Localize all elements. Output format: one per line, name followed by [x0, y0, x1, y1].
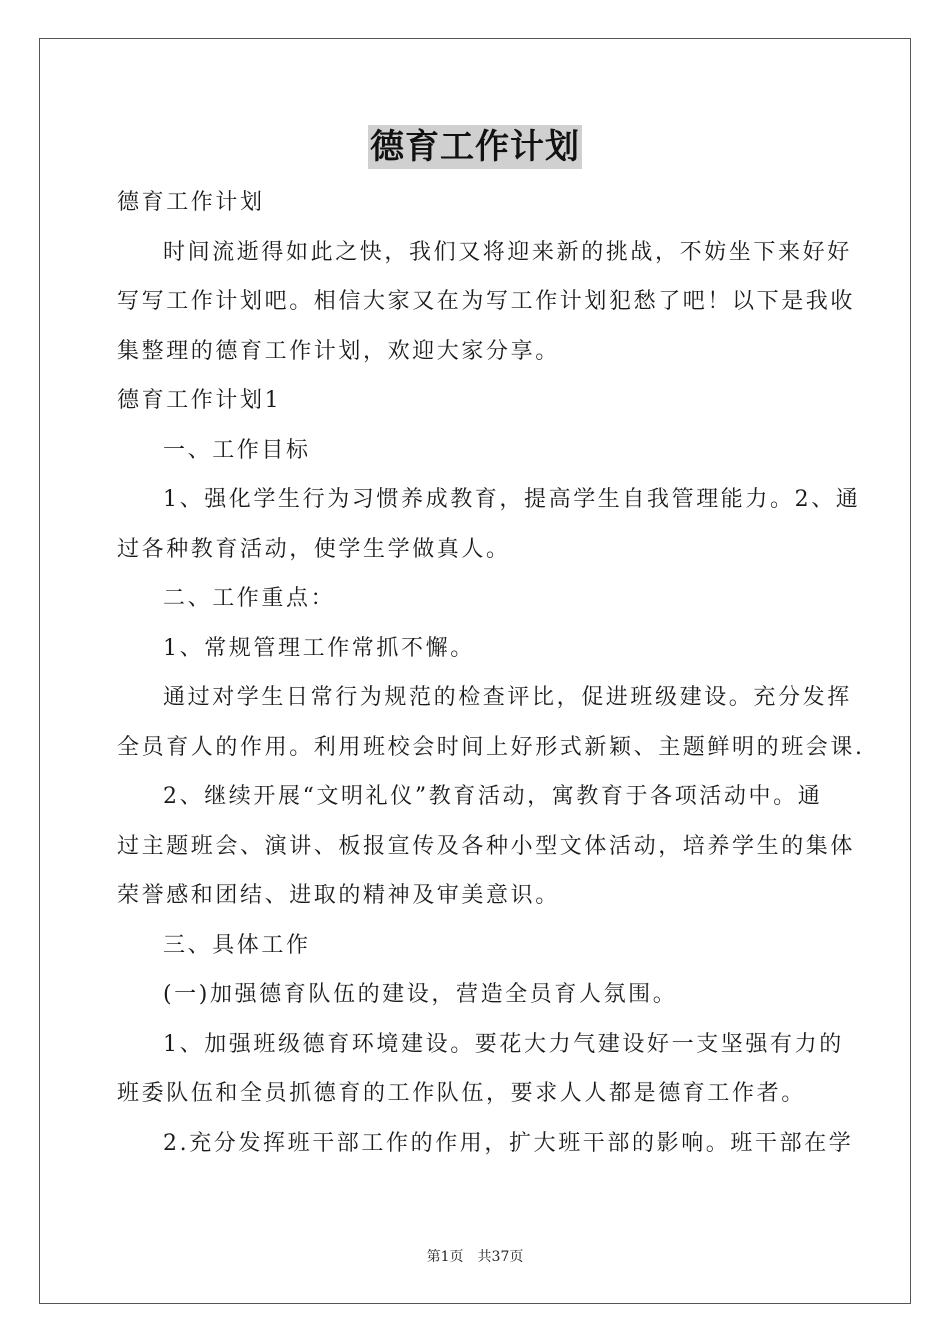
title-area [0, 125, 950, 169]
text-line: 1、加强班级德育环境建设。要花大力气建设好一支坚强有力的 [163, 1031, 844, 1057]
text-line: 集整理的德育工作计划，欢迎大家分享。 [117, 338, 560, 364]
text-line: 班委队伍和全员抓德育的工作队伍，要求人人都是德育工作者。 [117, 1081, 806, 1106]
text-line: 二、工作重点： [163, 586, 336, 611]
text-line: 德育工作计划1 [117, 388, 282, 413]
text-line: 时间流逝得如此之快，我们又将迎来新的挑战，不妨坐下来好好 [163, 239, 852, 265]
text-line: 全员育人的作用。利用班校会时间上好形式新颖、主题鲜明的班会课. [117, 734, 865, 760]
page-number: 第1页 [426, 1249, 464, 1265]
text-line: 1、强化学生行为习惯养成教育，提高学生自我管理能力。2、通 [163, 487, 861, 512]
text-line: 写写工作计划吧。相信大家又在为写工作计划犯愁了吧！以下是我收 [117, 289, 856, 314]
text-line: 一、工作目标 [163, 437, 311, 463]
text-line: (一)加强德育队伍的建设，营造全员育人氛围。 [163, 982, 678, 1007]
text-line: 1、常规管理工作常抓不懈。 [163, 635, 475, 661]
page-total: 共37页 [477, 1249, 524, 1265]
document-title: 德育工作计划 [370, 127, 580, 167]
text-line: 过各种教育活动，使学生学做真人。 [117, 536, 511, 562]
text-line: 三、具体工作 [163, 932, 311, 958]
text-line: 荣誉感和团结、进取的精神及审美意识。 [117, 883, 560, 908]
text-line: 过主题班会、演讲、板报宣传及各种小型文体活动，培养学生的集体 [117, 833, 856, 859]
page-footer [0, 1246, 950, 1266]
text-line: 德育工作计划 [117, 190, 265, 215]
text-line: 通过对学生日常行为规范的检查评比，促进班级建设。充分发挥 [163, 685, 852, 710]
document-body [117, 178, 865, 1168]
text-line: 2、继续开展“文明礼仪”教育活动，寓教育于各项活动中。通 [163, 784, 823, 809]
text-line: 2.充分发挥班干部工作的作用，扩大班干部的影响。班干部在学 [163, 1130, 854, 1156]
